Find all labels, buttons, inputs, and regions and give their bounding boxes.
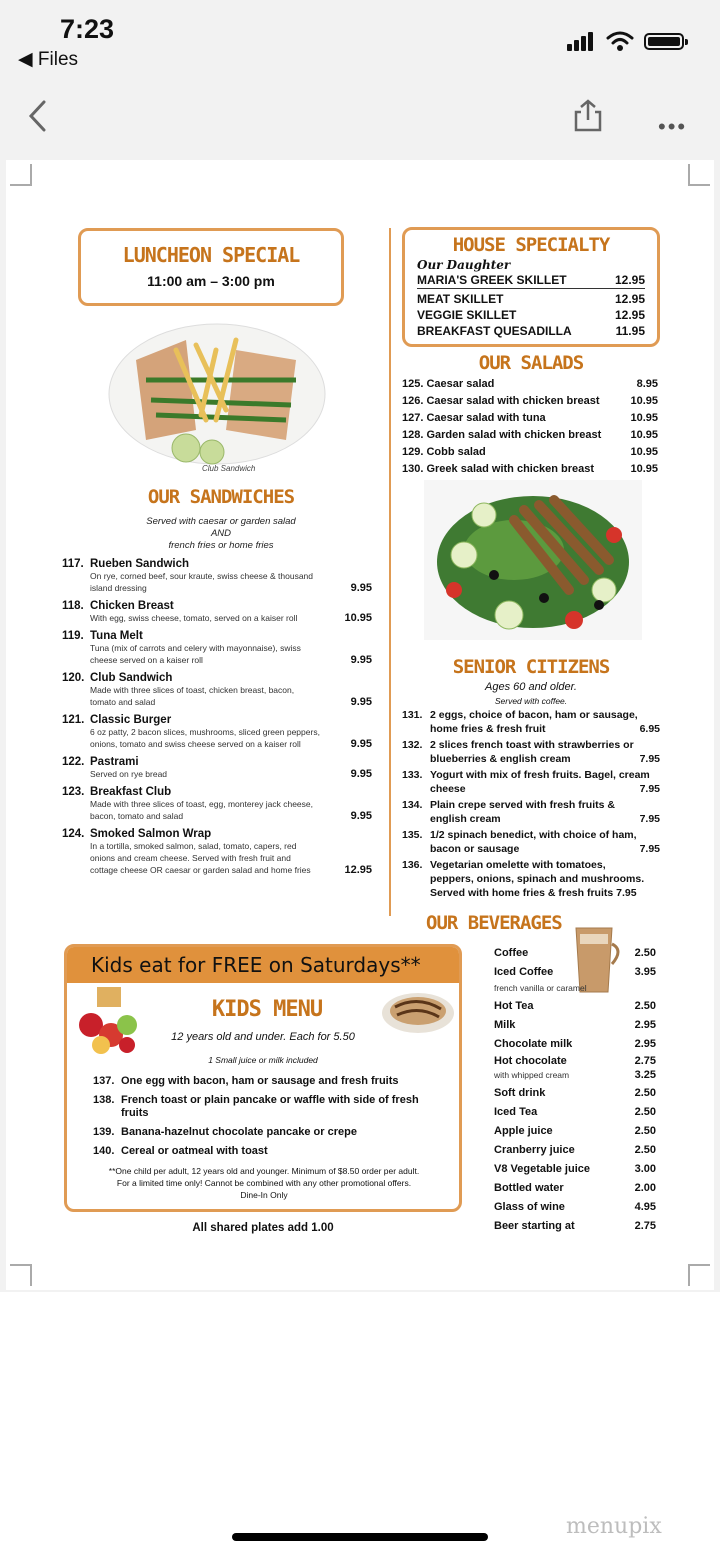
beverage-price: 2.50	[634, 1144, 656, 1156]
item-description: Tuna (mix of carrots and celery with mayonnaise), swiss cheese served on a kaiser roll	[90, 643, 301, 665]
menu-item	[62, 630, 372, 666]
beverage-row	[494, 963, 656, 982]
chevron-left-icon[interactable]	[26, 98, 50, 134]
item-number: 138.	[93, 1094, 115, 1106]
beverage-name: V8 Vegetable juice	[494, 1163, 590, 1175]
item-price: 9.95	[350, 768, 372, 780]
share-icon[interactable]	[570, 98, 606, 134]
beverage-name: Iced Coffee	[494, 966, 554, 978]
item-number: 122.	[62, 756, 85, 768]
item-text: 2 slices french toast with strawberries or blueberries & english cream	[430, 739, 634, 765]
menu-item	[62, 828, 372, 876]
item-text: Plain crepe served with fresh fruits & english cream	[430, 799, 615, 825]
senior-title: SENIOR CITIZENS	[452, 656, 610, 678]
specialty-name: BREAKFAST QUESADILLA	[417, 324, 572, 338]
item-number: 118.	[62, 600, 84, 612]
item-name: Tuna Melt	[90, 630, 143, 642]
item-number: 134.	[402, 799, 423, 811]
kids-item	[93, 1145, 433, 1158]
beverage-row	[494, 1035, 656, 1054]
item-text: Cereal or oatmeal with toast	[121, 1145, 268, 1157]
senior-item	[402, 738, 660, 766]
beverage-price: 2.50	[634, 1106, 656, 1118]
sandwiches-note	[96, 516, 346, 552]
item-name: Rueben Sandwich	[90, 558, 190, 570]
beverage-name: Soft drink	[494, 1087, 546, 1099]
salad-price: 10.95	[630, 429, 658, 441]
item-price: 7.95	[639, 753, 660, 765]
beverage-row	[494, 1217, 656, 1236]
kids-subtitle: 12 years old and under. Each for 5.50	[171, 1031, 355, 1043]
item-text: Vegetarian omelette with tomatoes, peppers, onions, spinach and mushrooms. Served with home fries & fresh fruits	[430, 859, 645, 899]
kids-item	[93, 1094, 433, 1120]
item-number: 119.	[62, 630, 84, 642]
salad-row	[402, 444, 658, 461]
beverage-name: Glass of wine	[494, 1201, 565, 1213]
salad-name: 125. Caesar salad	[402, 378, 495, 390]
beverage-row	[494, 1054, 656, 1069]
crop-mark	[10, 1264, 32, 1286]
item-price: 7.95	[616, 887, 637, 899]
item-text: French toast or plain pancake or waffle with side of fresh fruits	[121, 1094, 419, 1119]
more-icon[interactable]: •••	[658, 114, 688, 139]
specialty-price: 12.95	[614, 273, 645, 287]
pancake-photo	[379, 985, 457, 1037]
beverage-price: 2.95	[634, 1019, 656, 1031]
item-price: 9.95	[350, 582, 372, 594]
senior-ages: Ages 60 and older.	[485, 681, 577, 693]
item-text: Yogurt with mix of fresh fruits. Bagel, cream cheese	[430, 769, 650, 795]
item-text: 2 eggs, choice of bacon, ham or sausage, home fries & fresh fruit	[430, 709, 638, 735]
item-name: Classic Burger	[90, 714, 172, 726]
item-number: 131.	[402, 709, 423, 721]
crop-mark	[688, 164, 710, 186]
item-name: Chicken Breast	[90, 600, 174, 612]
menu-item	[62, 600, 372, 624]
beverage-row	[494, 1122, 656, 1141]
item-price: 9.95	[350, 738, 372, 750]
beverage-row	[494, 1160, 656, 1179]
beverage-name: Bottled water	[494, 1182, 564, 1194]
salad-price: 10.95	[630, 395, 658, 407]
salad-name: 126. Caesar salad with chicken breast	[402, 395, 600, 407]
beverages-title: OUR BEVERAGES	[426, 912, 562, 934]
menu-item	[62, 672, 372, 708]
note-line: french fries or home fries	[168, 540, 274, 551]
menu-item	[62, 558, 372, 594]
luncheon-special-box	[78, 228, 344, 306]
back-triangle-icon: ◀	[18, 49, 33, 70]
item-number: 123.	[62, 786, 85, 798]
item-number: 139.	[93, 1126, 115, 1138]
photo-caption: Club Sandwich	[202, 464, 256, 473]
kids-item-list	[93, 1075, 433, 1164]
beverage-name: Coffee	[494, 947, 529, 959]
beverage-price: 2.00	[634, 1182, 656, 1194]
beverage-name: Apple juice	[494, 1125, 553, 1137]
item-price: 10.95	[344, 612, 372, 624]
club-sandwich-photo	[106, 320, 328, 468]
item-number: 121.	[62, 714, 85, 726]
item-description: Made with three slices of toast, chicken breast, bacon, tomato and salad	[90, 685, 295, 707]
fruit-photo	[71, 985, 143, 1057]
note-line: AND	[210, 528, 232, 539]
salad-row	[402, 376, 658, 393]
status-time: 7:23	[60, 14, 115, 44]
menu-page	[6, 160, 714, 1290]
beverage-name: Beer starting at	[494, 1220, 575, 1232]
wifi-icon	[606, 30, 634, 52]
beverage-name: Chocolate milk	[494, 1038, 573, 1050]
senior-item	[402, 858, 660, 900]
item-number: 124.	[62, 828, 85, 840]
senior-item	[402, 828, 660, 856]
footnote-line: **One child per adult, 12 years old and younger. Minimum of $8.50 order per adult.	[108, 1166, 420, 1176]
battery-icon	[644, 33, 684, 50]
beverage-price: 4.95	[634, 1201, 656, 1213]
beverage-row	[494, 1069, 656, 1084]
item-name: Smoked Salmon Wrap	[90, 828, 212, 840]
senior-coffee: Served with coffee.	[494, 696, 568, 706]
item-price: 9.95	[350, 696, 372, 708]
beverage-row	[494, 982, 656, 997]
house-specialty-list	[417, 272, 645, 339]
salad-name: 127. Caesar salad with tuna	[402, 412, 546, 424]
specialty-price: 11.95	[615, 324, 645, 338]
specialty-row	[417, 323, 645, 339]
item-number: 120.	[62, 672, 85, 684]
item-description: Made with three slices of toast, egg, monterey jack cheese, bacon, tomato and salad	[90, 799, 314, 821]
item-price: 9.95	[350, 654, 372, 666]
salad-row	[402, 461, 658, 478]
back-app-label: Files	[37, 49, 79, 70]
menu-item	[62, 714, 372, 750]
beverage-price: 2.75	[634, 1055, 656, 1067]
salad-name: 130. Greek salad with chicken breast	[402, 463, 594, 475]
beverage-name: Hot Tea	[494, 1000, 534, 1012]
senior-item	[402, 768, 660, 796]
item-number: 136.	[402, 859, 423, 871]
sandwiches-title: OUR SANDWICHES	[147, 486, 295, 508]
item-number: 117.	[62, 558, 84, 570]
item-price: 7.95	[639, 783, 660, 795]
item-description: With egg, swiss cheese, tomato, served on a kaiser roll	[90, 613, 298, 623]
item-description: On rye, corned beef, sour kraute, swiss cheese & thousand island dressing	[90, 571, 314, 593]
footnote-line: For a limited time only! Cannot be combined with any other promotional offers.	[116, 1178, 412, 1188]
back-to-app-link[interactable]	[18, 48, 78, 71]
greek-salad-photo	[424, 480, 642, 640]
senior-item	[402, 798, 660, 826]
beverage-row	[494, 1179, 656, 1198]
column-divider	[389, 228, 391, 916]
beverage-row	[494, 944, 656, 963]
specialty-name: MEAT SKILLET	[417, 292, 504, 306]
note-line: Served with caesar or garden salad	[146, 516, 296, 527]
beverage-price: 2.50	[634, 1087, 656, 1099]
item-price: 9.95	[350, 810, 372, 822]
item-text: 1/2 spinach benedict, with choice of ham, bacon or sausage	[430, 829, 637, 855]
menu-item	[62, 786, 372, 822]
menu-item	[62, 756, 372, 780]
home-indicator[interactable]	[232, 1533, 488, 1541]
beverage-price: 3.00	[634, 1163, 656, 1175]
kids-item	[93, 1126, 433, 1139]
luncheon-title: LUNCHEON SPECIAL	[122, 243, 300, 267]
beverage-row	[494, 1016, 656, 1035]
beverage-name: french vanilla or caramel	[494, 983, 587, 993]
beverage-name: Milk	[494, 1019, 516, 1031]
salad-price: 10.95	[630, 446, 658, 458]
kids-menu-box	[64, 944, 462, 1212]
luncheon-hours: 11:00 am – 3:00 pm	[147, 273, 275, 289]
salad-row	[402, 393, 658, 410]
item-description: In a tortilla, smoked salmon, salad, tomato, capers, red onions and cream cheese. Served with fresh fruit and cottage cheese OR caesar or garden salad and home fries	[90, 841, 311, 875]
item-name: Breakfast Club	[90, 786, 172, 798]
beverage-list	[494, 944, 656, 1236]
item-name: Pastrami	[90, 756, 139, 768]
salad-price: 10.95	[630, 412, 658, 424]
salad-price: 10.95	[630, 463, 658, 475]
specialty-price: 12.95	[614, 308, 645, 322]
salad-row	[402, 410, 658, 427]
item-number: 132.	[402, 739, 423, 751]
beverage-price: 2.95	[634, 1038, 656, 1050]
kids-menu-title-wrap	[177, 997, 357, 1022]
house-specialty-box	[402, 227, 660, 347]
beverage-name: Cranberry juice	[494, 1144, 575, 1156]
salad-list	[402, 376, 658, 478]
crop-mark	[10, 164, 32, 186]
signal-icon	[567, 32, 595, 51]
kids-banner: Kids eat for FREE on Saturdays**	[67, 947, 459, 983]
salad-name: 128. Garden salad with chicken breast	[402, 429, 602, 441]
item-description: Served on rye bread	[90, 769, 168, 779]
kids-footnote	[81, 1165, 447, 1201]
sandwich-list	[62, 558, 372, 882]
item-number: 135.	[402, 829, 423, 841]
beverage-price: 3.25	[634, 1069, 656, 1081]
senior-note	[402, 680, 660, 708]
specialty-row	[417, 291, 645, 307]
item-number: 140.	[93, 1145, 115, 1157]
item-text: One egg with bacon, ham or sausage and fresh fruits	[121, 1075, 399, 1087]
beverage-name: with whipped cream	[494, 1070, 570, 1080]
specialty-price: 12.95	[614, 292, 645, 306]
kids-juice-note: 1 Small juice or milk included	[208, 1055, 318, 1065]
salad-price: 8.95	[636, 378, 658, 390]
item-price: 7.95	[639, 813, 660, 825]
item-number: 133.	[402, 769, 423, 781]
beverage-price: 2.50	[634, 1000, 656, 1012]
beverage-row	[494, 1198, 656, 1217]
item-price: 12.95	[344, 864, 372, 876]
beverage-row	[494, 1141, 656, 1160]
beverage-price: 2.50	[634, 1125, 656, 1137]
beverage-price: 3.95	[634, 966, 656, 978]
item-text: Banana-hazelnut chocolate pancake or crepe	[121, 1126, 357, 1138]
kids-menu-title: KIDS MENU	[211, 997, 323, 1022]
beverage-row	[494, 1103, 656, 1122]
item-name: Club Sandwich	[90, 672, 173, 684]
senior-list	[402, 708, 660, 902]
salad-row	[402, 427, 658, 444]
beverage-price: 2.75	[634, 1220, 656, 1232]
footnote-line: Dine-In Only	[240, 1190, 288, 1200]
shared-plates-note: All shared plates add 1.00	[192, 1222, 334, 1234]
specialty-name: VEGGIE SKILLET	[417, 308, 517, 322]
beverage-row	[494, 997, 656, 1016]
item-price: 7.95	[639, 843, 660, 855]
beverage-price: 2.50	[634, 947, 656, 959]
beverage-name: Hot chocolate	[494, 1055, 567, 1067]
kids-item	[93, 1075, 433, 1088]
crop-mark	[688, 1264, 710, 1286]
beverage-row	[494, 1084, 656, 1103]
salad-name: 129. Cobb salad	[402, 446, 486, 458]
status-bar	[0, 0, 720, 80]
our-daughter-label: Our Daughter	[417, 258, 511, 272]
specialty-row	[417, 272, 645, 289]
house-specialty-title: HOUSE SPECIALTY	[452, 234, 610, 256]
salads-title: OUR SALADS	[478, 352, 584, 374]
item-description: 6 oz patty, 2 bacon slices, mushrooms, sliced green peppers, onions, tomato and swiss cheese served on a kaiser roll	[90, 727, 320, 749]
specialty-name: MARIA'S GREEK SKILLET	[417, 273, 567, 287]
item-number: 137.	[93, 1075, 115, 1087]
beverage-name: Iced Tea	[494, 1106, 538, 1118]
item-price: 6.95	[639, 723, 660, 735]
senior-item	[402, 708, 660, 736]
specialty-row	[417, 307, 645, 323]
watermark: menupix	[566, 1514, 662, 1539]
viewer-toolbar	[0, 80, 720, 156]
